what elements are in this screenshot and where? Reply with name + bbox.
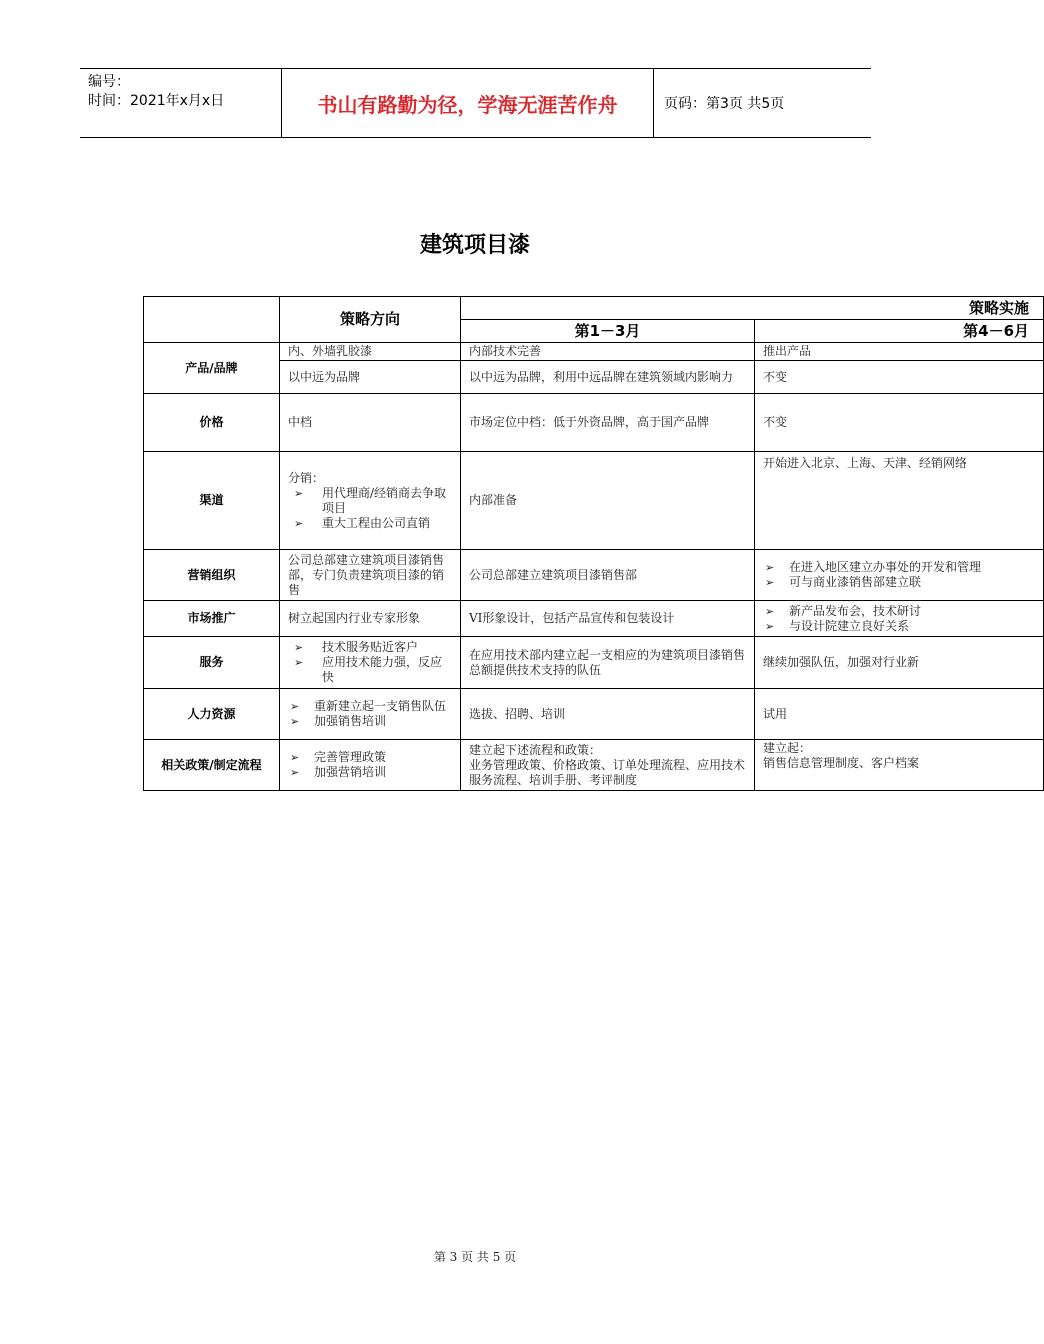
- row-label-price: 价格: [144, 394, 280, 452]
- table-row: [144, 740, 1044, 791]
- row-label-service: 服务: [144, 637, 280, 689]
- list-item: ➢ 可与商业漆销售部建立联: [763, 575, 1035, 590]
- list-item: ➢ 用代理商/经销商去争取项目: [288, 486, 452, 516]
- cell-product-direction-1: 内、外墙乳胶漆: [280, 343, 461, 361]
- promo-period2-list: [763, 604, 1035, 634]
- column-header-period-2: 第4－6月: [755, 320, 1044, 343]
- cell-policy-period1: [461, 740, 755, 791]
- strategy-table: [143, 296, 1044, 791]
- list-item: ➢ 加强销售培训: [288, 714, 452, 729]
- list-item: ➢ 在进入地区建立办事处的开发和管理: [763, 560, 1035, 575]
- cell-org-period1: 公司总部建立建筑项目漆销售部: [461, 550, 755, 601]
- cell-channel-period1: 内部准备: [461, 452, 755, 550]
- cell-org-period2: [755, 550, 1044, 601]
- cell-hr-period2: 试用: [755, 689, 1044, 740]
- list-item: ➢ 与设计院建立良好关系: [763, 619, 1035, 634]
- list-item: ➢ 技术服务贴近客户: [288, 640, 452, 655]
- policy-period1-intro: 建立起下述流程和政策：: [469, 742, 602, 757]
- policy-period2-intro: 建立起：: [763, 741, 812, 755]
- cell-hr-direction: [280, 689, 461, 740]
- row-label-policy: 相关政策/制定流程: [144, 740, 280, 791]
- list-item: ➢ 新产品发布会，技术研讨: [763, 604, 1035, 619]
- cell-service-direction: [280, 637, 461, 689]
- strategy-table-container: [143, 296, 1030, 791]
- channel-direction-list: [288, 486, 452, 531]
- page-header: [80, 68, 871, 138]
- list-item: ➢ 加强营销培训: [288, 765, 452, 780]
- cell-service-period1: 在应用技术部内建立起一支相应的为建筑项目漆销售总额提供技术支持的队伍: [461, 637, 755, 689]
- cell-price-period1: 市场定位中档：低于外资品牌，高于国产品牌: [461, 394, 755, 452]
- hr-direction-list: [288, 699, 452, 729]
- row-label-promo: 市场推广: [144, 601, 280, 637]
- policy-period2-detail: 销售信息管理制度、客户档案: [763, 756, 920, 770]
- org-period2-list: [763, 560, 1035, 590]
- list-item: ➢ 重新建立起一支销售队伍: [288, 699, 452, 714]
- list-item: ➢ 重大工程由公司直销: [288, 516, 452, 531]
- header-page-info: 页码：第3页 共5页: [664, 96, 785, 112]
- policy-period1-detail: 业务管理政策、价格政策、订单处理流程、应用技术服务流程、培训手册、考评制度: [469, 757, 746, 787]
- table-row: [144, 601, 1044, 637]
- document-number-label: 编号：: [88, 74, 130, 90]
- list-item: ➢ 完善管理政策: [288, 750, 452, 765]
- cell-hr-period1: 选拔、招聘、培训: [461, 689, 755, 740]
- row-label-hr: 人力资源: [144, 689, 280, 740]
- list-item: ➢ 应用技术能力强，反应快: [288, 655, 452, 685]
- cell-promo-period2: [755, 601, 1044, 637]
- column-header-implementation: 策略实施: [461, 297, 1044, 320]
- cell-service-period2: 继续加强队伍，加强对行业新: [755, 637, 1044, 689]
- table-row: [144, 452, 1044, 550]
- table-row: [144, 550, 1044, 601]
- table-row: [144, 394, 1044, 452]
- cell-product-direction-2: 以中远为品牌: [280, 361, 461, 394]
- cell-price-direction: 中档: [280, 394, 461, 452]
- cell-product-period1-1: 内部技术完善: [461, 343, 755, 361]
- cell-price-period2: 不变: [755, 394, 1044, 452]
- cell-channel-direction: [280, 452, 461, 550]
- document-time-label: 时间：2021年x月x日: [88, 93, 225, 109]
- cell-policy-direction: [280, 740, 461, 791]
- cell-org-direction: 公司总部建立建筑项目漆销售部，专门负责建筑项目漆的销售: [280, 550, 461, 601]
- table-row: [144, 637, 1044, 689]
- table-header-row: [144, 297, 1044, 320]
- channel-direction-intro: 分销：: [288, 470, 325, 485]
- row-label-channel: 渠道: [144, 452, 280, 550]
- page-footer: 第 3 页 共 5 页: [433, 1250, 517, 1264]
- policy-direction-list: [288, 750, 452, 780]
- table-row: [144, 689, 1044, 740]
- header-corner-cell: [144, 297, 280, 343]
- document-title: 建筑项目漆: [419, 233, 530, 258]
- service-direction-list: [288, 640, 452, 685]
- cell-product-period2-1: 推出产品: [755, 343, 1044, 361]
- cell-product-period2-2: 不变: [755, 361, 1044, 394]
- column-header-period-1: 第1－3月: [461, 320, 755, 343]
- header-slogan: 书山有路勤为径，学海无涯苦作舟: [281, 69, 654, 137]
- row-label-org: 营销组织: [144, 550, 280, 601]
- cell-policy-period2: [755, 740, 1044, 791]
- cell-promo-period1: VI形象设计，包括产品宣传和包装设计: [461, 601, 755, 637]
- cell-product-period1-2: 以中远为品牌，利用中远品牌在建筑领域内影响力: [461, 361, 755, 394]
- row-label-product: 产品/品牌: [144, 343, 280, 394]
- header-meta: [80, 69, 281, 137]
- table-row: [144, 343, 1044, 361]
- column-header-direction: 策略方向: [280, 297, 461, 343]
- cell-channel-period2: 开始进入北京、上海、天津、经销网络: [755, 452, 1044, 550]
- cell-promo-direction: 树立起国内行业专家形象: [280, 601, 461, 637]
